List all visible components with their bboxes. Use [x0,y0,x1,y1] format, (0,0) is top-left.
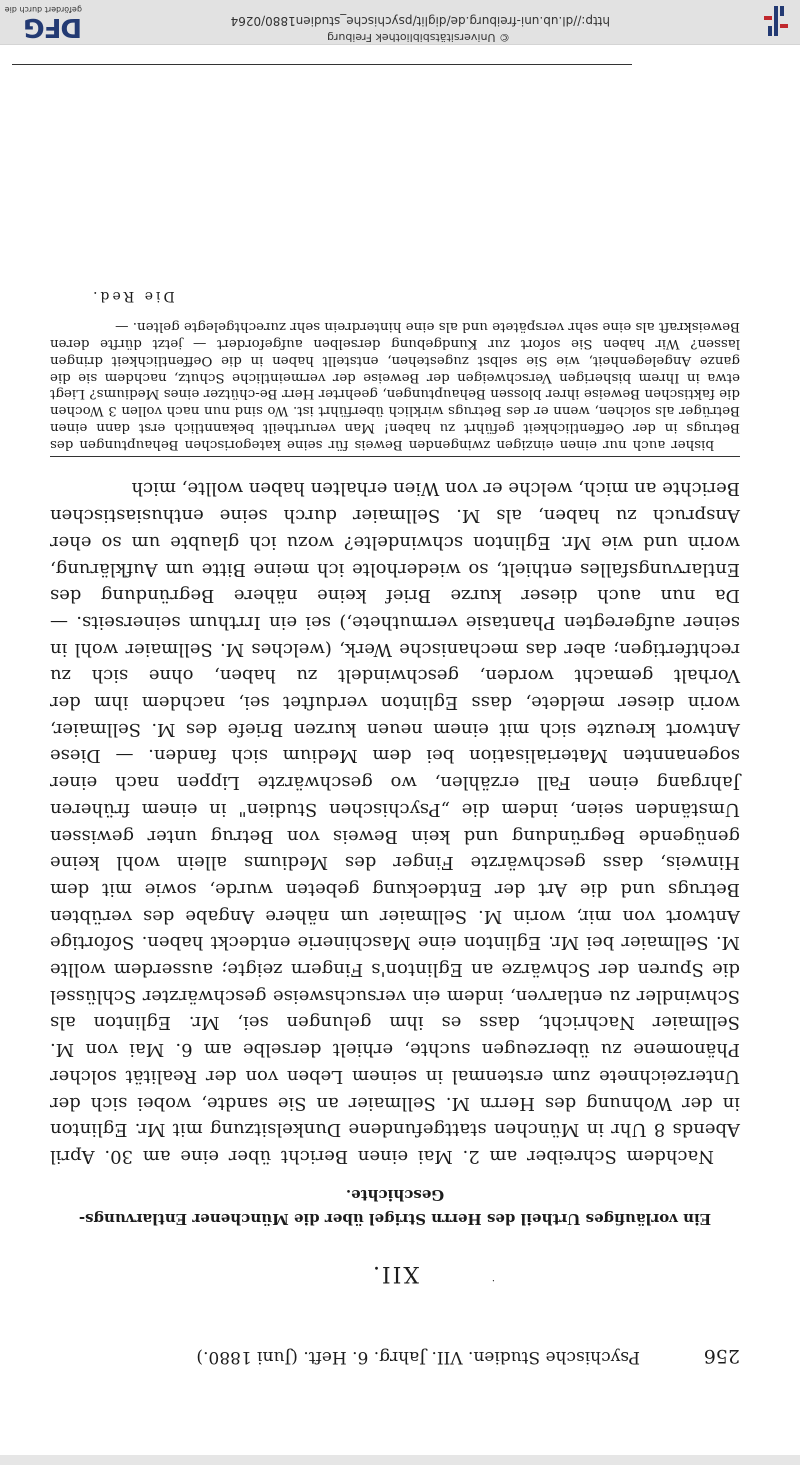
source-url-link[interactable]: http://dl.ub.uni-freiburg.de/diglit/psychische_studien1880/0264 [230,14,610,28]
section-title: Ein vorläufiges Urtheil des Herrn Strigel über die Münchener Entlarvungs-Geschichte. [78,1186,712,1228]
running-head-text: Psychische Studien. VII. Jahrg. 6. Heft. (Juni 1880.) [196,1347,640,1367]
print-speck: · [491,1274,495,1285]
body-paragraph: Nachdem Schreiber am 2. Mai einen Bericht über eine am 30. April Abends 8 Uhr in München stattgefundene Dunkelsitzung mit Mr. Eglinton in der Wohnung des Herrn M. Sellmaier an Sie sandte, wobei sich der Unterzeichnete zum erstenmal in seinem Leben von der Realität solcher Phänomene zu überzeugen suchte, erhielt derselbe am 6. Mai von M. Sellmaier Nachricht, dass es ihm gelungen sei, Mr. Eglinton als Schwindler zu entlarven, indem ein versuchsweise geschwärzter Schlüssel die Spuren der Schwärze an Eglinton's Fingern zeigte; ausserdem wollte M. Sellmaier bei Mr. Eglinton eine Maschinerie entdeckt haben. Sofortige Antwort von mir, worin M. Sellmaier um nähere Angabe des verübten Betrugs und die Art der Entdeckung gebeten wurde, sowie mit dem Hinweis, dass geschwärzte Finger des Mediums allein wohl keine genügende Begründung und kein Beweis von Betrug unter gewissen Umständen seien, indem die „Psychischen Studien" in einem früheren Jahrgang einen Fall erzählen, wo geschwärzte Lippen nach einer sogenannten Materialisation bei dem Medium sich fanden. — Diese Antwort kreuzte sich mit einem neuen kurzen Briefe des M. Sellmaier, worin dieser meldete, dass Eglinton verduftet sei, nachdem ihm der Vorhalt gemacht worden, geschwindelt zu haben, ohne sich zu rechtfertigen; aber das mechanische Werk, (welches M. Sellmaier wohl in seiner aufgeregten Phantasie vermuthete,) sei ein Irrthum seinerseits. — Da nun auch dieser kurze Brief keine nähere Begründung des Entlarvungsfalles enthielt, so wiederholte ich meine Bitte um Aufklärung, worin und wie Mr. Eglinton schwindelte? wozu ich glaubte um so eher Anspruch zu haben, als M. Sellmaier durch seine enthusiastischen Berichte an mich, welche er von Wien erhalten haben wollte, mich [50,478,740,1167]
page-content [50,288,740,1367]
dfg-funding-note: gefördert durch die [4,5,82,14]
university-library-logo-icon [754,4,798,38]
running-header [50,1343,740,1367]
page-bottom-rule [12,64,632,65]
library-copyright: © Universitätsbibliothek Freiburg [327,31,510,44]
dfg-logo: DFG [24,12,82,42]
footnote-divider [50,456,740,457]
editorial-signature: Die Red. [90,287,175,304]
editorial-note: bisher auch nur einen einzigen zwingenden Beweis für seine kategorischen Behauptungen des Betrugs in der Oeffentlichkeit geführt zu haben! Man verurtheilt bekanntlich erst dann einen Betrüger als solchen, wenn er des Betrugs wirklich überführt ist. Wo sind nun nach vollen 3 Wochen die faktischen Beweise ihrer blossen Behauptungen, geehrter Herr Be-chützer eines Mediums? Liegt etwa in Ihrem bisherigen Verschweigen der Beweise der vermeintliche Schutz, nachdem sie die ganze Angelegenheit, wie Sie selbst zugestehen, entstellt haben in die Oeffentlichkeit dringen lassen? Wir haben Sie sofort zur Kundgebung derselben aufgefordert — jetzt dürfte deren Beweiskraft als eine sehr verspätete und als eine hinterdrein sehr zurechtgelegte gelten. — [50,319,740,452]
section-number: XII. [370,1261,420,1286]
page-number: 256 [703,1345,740,1367]
digitization-footer [0,0,800,45]
viewer-top-strip [0,1455,800,1465]
